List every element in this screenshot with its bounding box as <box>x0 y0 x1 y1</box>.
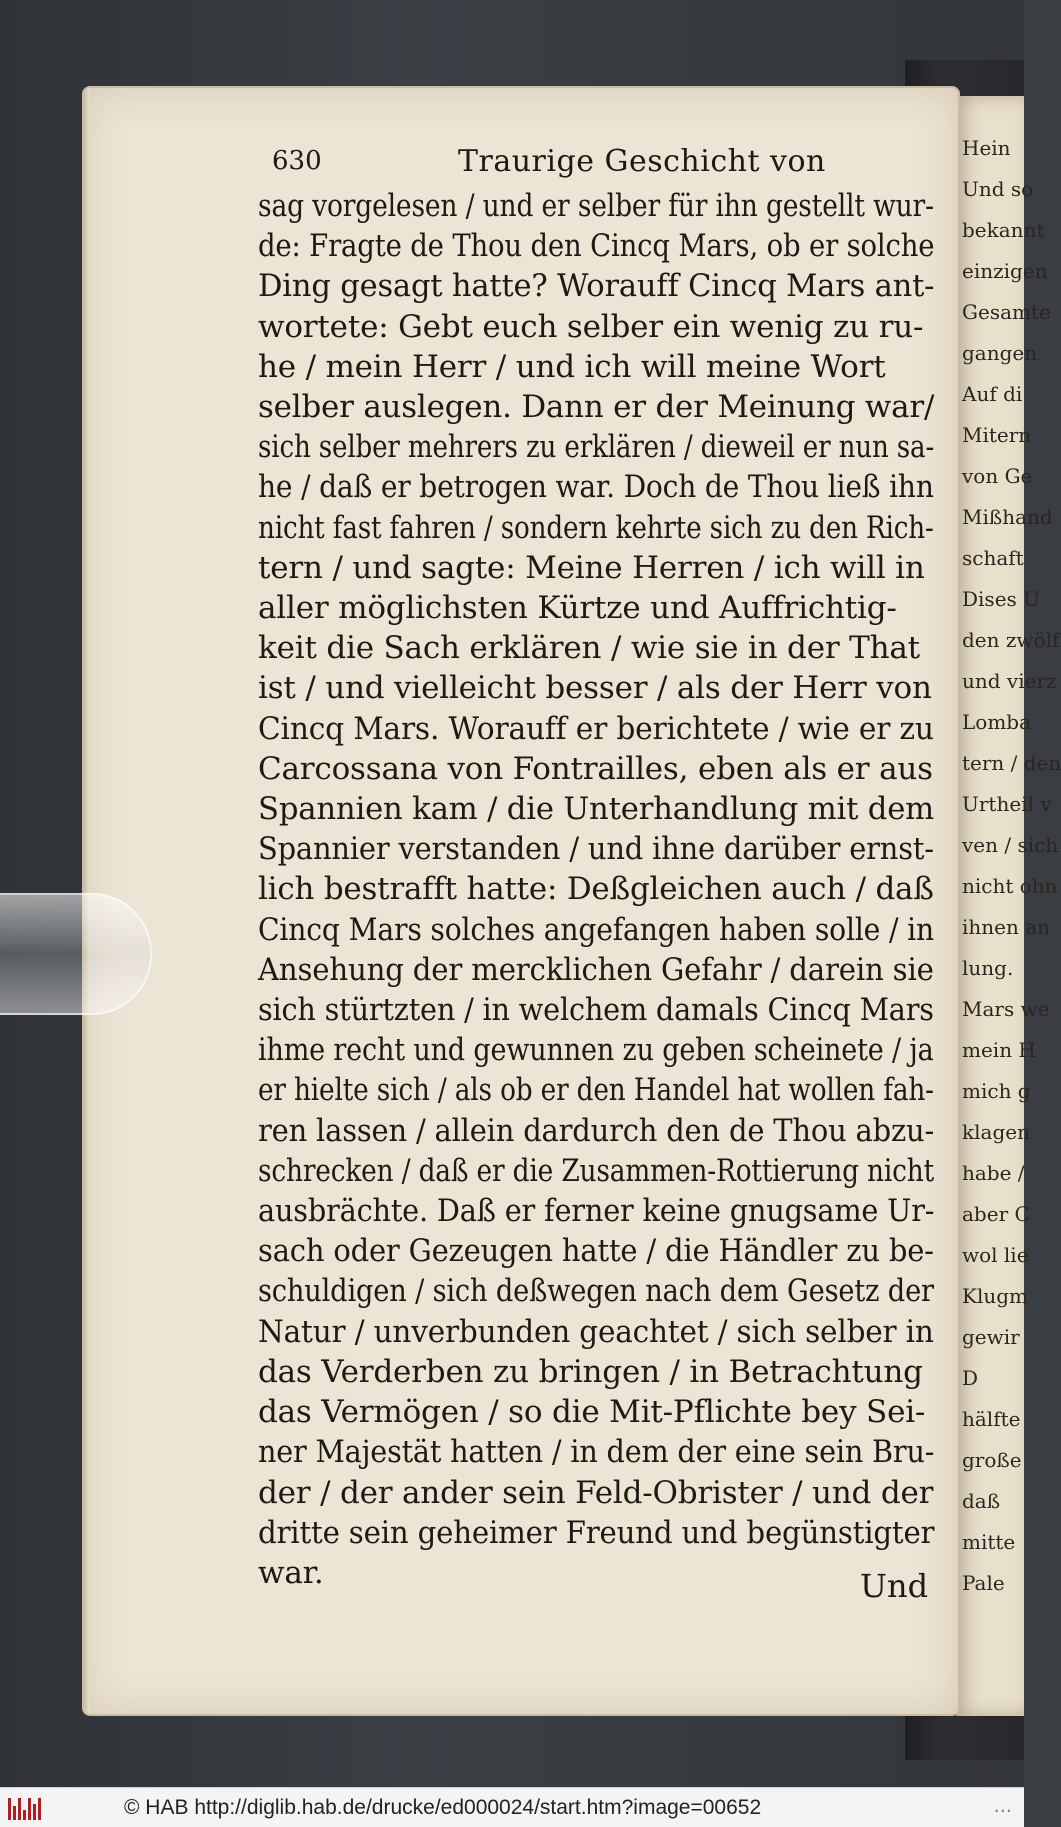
text-line: sach oder Gezeugen hatte / die Händler zu be- <box>258 1233 934 1270</box>
text-line: Ansehung der mercklichen Gefahr / darein sie <box>258 951 934 988</box>
copyright-url[interactable]: © HAB http://diglib.hab.de/drucke/ed000024/start.htm?image=00652 <box>124 1796 762 1819</box>
facing-page-text: mich g <box>962 1079 1031 1103</box>
facing-page-text: gangen <box>962 341 1038 365</box>
text-line: sich selber mehrers zu erklären / dieweil er nun sa- <box>258 429 935 466</box>
facing-page-text: gewir <box>962 1325 1020 1349</box>
text-line: he / mein Herr / und ich will meine Wort <box>258 348 886 385</box>
text-line: das Vermögen / so die Mit-Pflichte bey Sei- <box>258 1394 926 1431</box>
facing-page-text: Mißhand <box>962 505 1053 529</box>
text-line: sag vorgelesen / und er selber für ihn gestellt wur- <box>258 188 934 224</box>
text-line: he / daß er betrogen war. Doch de Thou ließ ihn <box>258 469 934 506</box>
text-line: ren lassen / allein dardurch den de Thou abzu- <box>258 1112 935 1149</box>
text-line: er hielte sich / als ob er den Handel hat wollen fah- <box>258 1072 934 1109</box>
text-line: ist / und vielleicht besser / als der Herr von <box>258 670 932 707</box>
text-line: Spannier verstanden / und ihne darüber ernst- <box>258 831 934 868</box>
facing-page-text: Gesamte <box>962 300 1051 324</box>
facing-page-text: Dises U <box>962 587 1041 611</box>
text-line: dritte sein geheimer Freund und begünstigter <box>258 1514 935 1551</box>
text-line: ihme recht und gewunnen zu geben scheinete / ja <box>258 1032 934 1069</box>
facing-page-text: einzigen <box>962 259 1048 283</box>
text-line: nicht fast fahren / sondern kehrte sich zu den Rich- <box>258 509 934 546</box>
facing-page-text: wol lie <box>962 1243 1029 1267</box>
facing-page-text: klagen <box>962 1120 1030 1144</box>
facing-page-text: Klugm <box>962 1284 1028 1308</box>
text-line: schuldigen / sich deßwegen nach dem Gesetz der <box>258 1273 934 1310</box>
facing-page-text: mitte <box>962 1530 1016 1554</box>
page-clip <box>0 893 152 1015</box>
facing-page-text: aber C <box>962 1202 1030 1226</box>
facing-page-text: tern / den <box>962 751 1061 775</box>
text-line: lich bestrafft hatte: Deßgleichen auch / daß <box>258 871 934 908</box>
text-line: ausbrächte. Daß er ferner keine gnugsame Ur- <box>258 1193 935 1230</box>
page-number: 630 <box>272 146 322 176</box>
facing-page-text: Mars we <box>962 997 1050 1021</box>
facing-page-text: und vierz <box>962 669 1057 693</box>
facing-page-text: schaft <box>962 546 1024 570</box>
facing-page-text: hälfte <box>962 1407 1021 1431</box>
text-line: de: Fragte de Thou den Cincq Mars, ob er solche <box>258 228 935 265</box>
text-line: tern / und sagte: Meine Herren / ich will in <box>258 549 925 586</box>
text-lines <box>258 186 934 1593</box>
facing-page-text: große <box>962 1448 1022 1472</box>
text-line: Spannien kam / die Unterhandlung mit dem <box>258 791 935 828</box>
text-line: ner Majestät hatten / in dem der eine sein Bru- <box>258 1434 935 1471</box>
facing-page-text: daß <box>962 1489 1001 1513</box>
text-line: wortete: Gebt euch selber ein wenig zu ru- <box>258 308 924 345</box>
facing-page-text: Urtheil v <box>962 792 1052 816</box>
text-line: das Verderben zu bringen / in Betrachtung <box>258 1353 923 1390</box>
facing-page-text: lung. <box>962 956 1014 980</box>
text-line: sich stürtzten / in welchem damals Cincq Mars <box>258 992 934 1029</box>
text-line: Cincq Mars. Worauff er berichtete / wie er zu <box>258 710 934 747</box>
text-line: Ding gesagt hatte? Worauff Cincq Mars ant- <box>258 268 935 305</box>
facing-page-text: von Ge <box>962 464 1033 488</box>
facing-page-text: D <box>962 1366 979 1390</box>
text-line: schrecken / daß er die Zusammen-Rottierung nicht <box>258 1152 935 1189</box>
text-line: aller möglichsten Kürtze und Auffrichtig- <box>258 590 897 627</box>
hab-logo-icon <box>8 1796 48 1820</box>
facing-page-text: nicht ohn <box>962 874 1058 898</box>
text-line: war. <box>258 1554 324 1591</box>
text-line: Natur / unverbunden geachtet / sich selber in <box>258 1313 934 1350</box>
facing-page-text: Hein <box>962 136 1011 160</box>
facing-page-text: Mitern <box>962 423 1032 447</box>
facing-page-text: mein H <box>962 1038 1036 1062</box>
page-text <box>258 146 934 1593</box>
facing-page-text: habe / <box>962 1161 1025 1185</box>
facing-page-text: Auf di <box>962 382 1023 406</box>
facing-page-text: bekannt <box>962 218 1045 242</box>
text-line: selber auslegen. Dann er der Meinung war/ <box>258 389 935 426</box>
facing-page-text: den zwölf <box>962 628 1060 652</box>
more-menu-icon[interactable]: ... <box>993 1792 1012 1817</box>
catchword: Und <box>860 1567 929 1605</box>
running-head: Traurige Geschicht von <box>458 144 826 179</box>
facing-page-text: ihnen an <box>962 915 1051 939</box>
facing-page-text: Und so <box>962 177 1034 201</box>
page-header <box>258 144 934 179</box>
facing-page-text: Pale <box>962 1571 1005 1595</box>
text-line: keit die Sach erklären / wie sie in der That <box>258 630 920 667</box>
facing-page-edge <box>956 96 1061 1716</box>
facing-page-text: Lomba <box>962 710 1032 734</box>
facing-page-text: ven / sich <box>962 833 1059 857</box>
footer-bar <box>0 1787 1024 1827</box>
text-line: der / der ander sein Feld-Obrister / und der <box>258 1474 934 1511</box>
text-line: Cincq Mars solches angefangen haben solle / in <box>258 911 934 948</box>
text-line: Carcossana von Fontrailles, eben als er aus <box>258 750 933 787</box>
